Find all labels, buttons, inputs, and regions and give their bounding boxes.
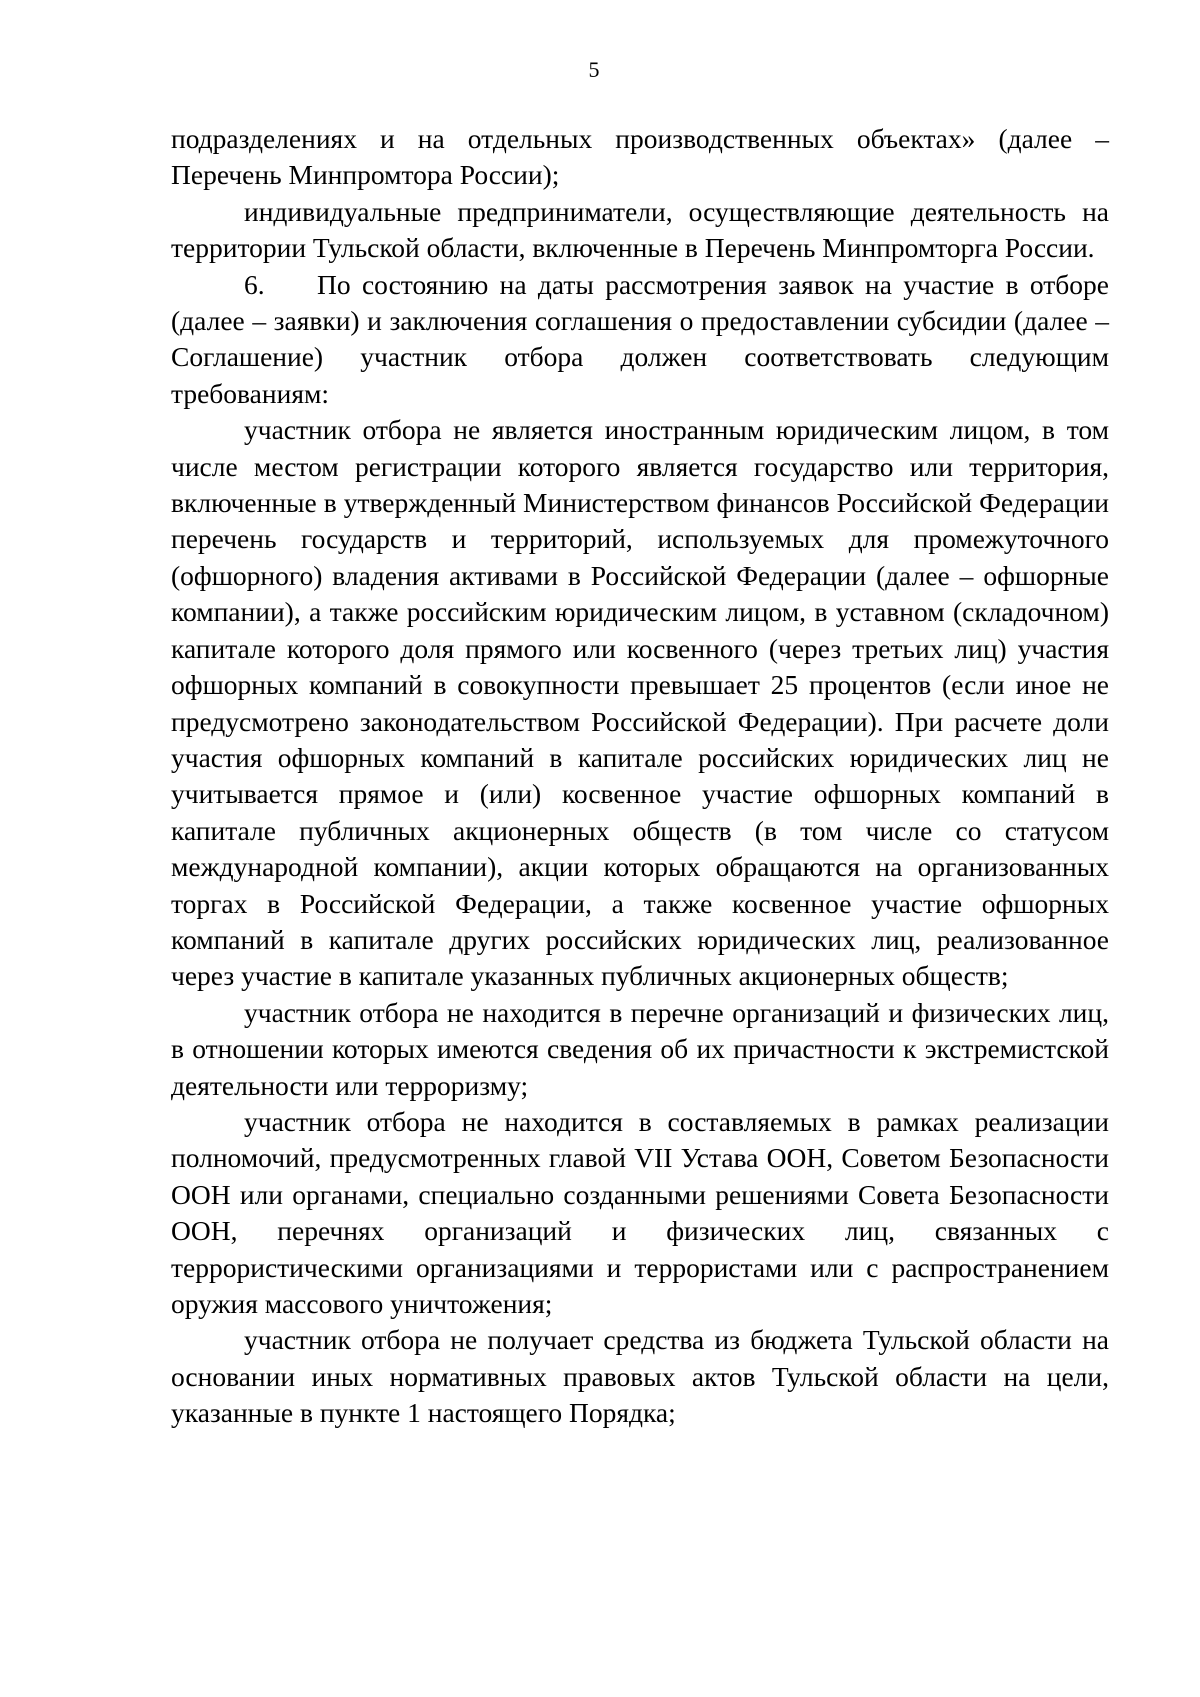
paragraph-text: По состоянию на даты рассмотрения заявок на участие в отборе (далее – заявки) и заключения соглашения о предоставлении субсидии (далее – Соглашение) участник отбора должен соответствовать следующим требованиям: (171, 268, 1109, 409)
numbered-item-6 (171, 267, 1109, 413)
paragraph-text: подразделениях и на отдельных производственных объектах» (далее – Перечень Минпромтора России); (171, 123, 1109, 191)
paragraph-continuation (171, 121, 1109, 194)
paragraph-text: участник отбора не получает средства из бюджета Тульской области на основании иных нормативных правовых актов Тульской области на цели, указанные в пункте 1 настоящего Порядка; (171, 1324, 1109, 1429)
item-number: 6. (244, 268, 265, 300)
paragraph-text: участник отбора не является иностранным юридическим лицом, в том числе местом регистрации которого является государство или территория, включенные в утвержденный Министерством финансов Российской Федерации перечень государств и территорий, используемых для промежуточного (офшорного) владения активами в Российской Федерации (далее – офшорные компании), а также российским юридическим лицом, в уставном (складочном) капитале которого доля прямого или косвенного (через третьих лиц) участия офшорных компаний в совокупности превышает 25 процентов (если иное не предусмотрено законодательством Российской Федерации). При расчете доли участия офшорных компаний в капитале российских юридических лиц не учитывается прямое и (или) косвенное участие офшорных компаний в капитале публичных акционерных обществ (в том числе со статусом международной компании), акции которых обращаются на организованных торгах в Российской Федерации, а также косвенное участие офшорных компаний в капитале других российских юридических лиц, реализованное через участие в капитале указанных публичных акционерных обществ; (171, 414, 1109, 992)
paragraph-requirement-un-lists (171, 1104, 1109, 1322)
paragraph-text: участник отбора не находится в перечне организаций и физических лиц, в отношении которых имеются сведения об их причастности к экстремистской деятельности или терроризму; (171, 996, 1109, 1101)
document-body (171, 121, 1109, 1432)
paragraph-text: участник отбора не находится в составляемых в рамках реализации полномочий, предусмотренных главой VII Устава ООН, Советом Безопасности ООН или органами, специально созданными решениями Совета Безопасности ООН, перечнях организаций и физических лиц, связанных с террористическими организациями и террористами или с распространением оружия массового уничтожения; (171, 1105, 1109, 1319)
paragraph-requirement-budget (171, 1322, 1109, 1431)
paragraph-requirement-extremism (171, 995, 1109, 1104)
paragraph-text: индивидуальные предприниматели, осуществляющие деятельность на территории Тульской области, включенные в Перечень Минпромторга России. (171, 195, 1109, 264)
page-number: 5 (588, 57, 600, 82)
paragraph-entrepreneurs (171, 194, 1109, 267)
paragraph-requirement-offshore (171, 412, 1109, 995)
